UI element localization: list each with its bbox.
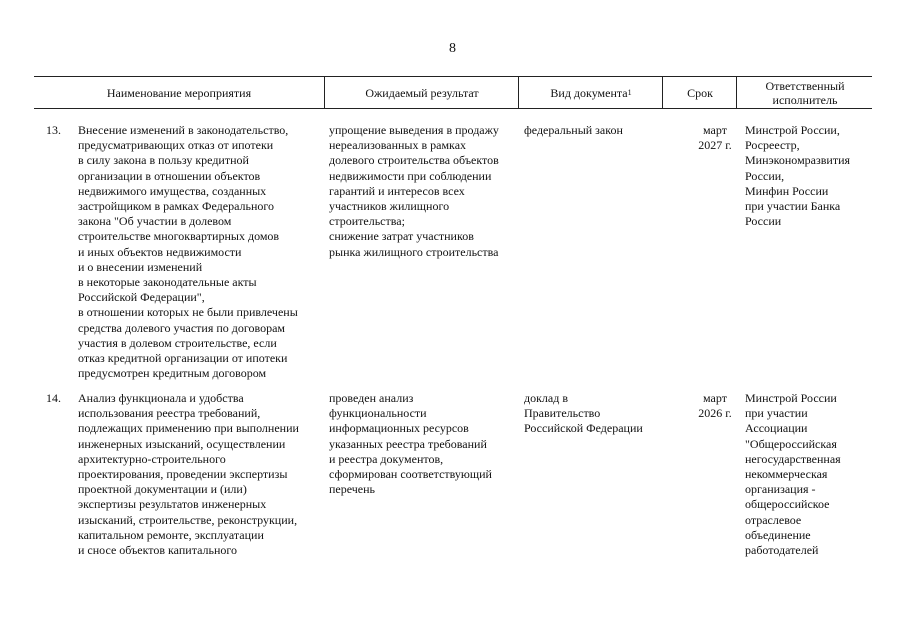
header-exec: Ответственный исполнитель [736, 77, 873, 108]
row-term: март 2026 г. [698, 391, 732, 421]
row-executor: Минстрой России при участии Ассоциации "Общероссийская негосударственная некоммерческая организация - общероссийское отраслевое объединение работодателей [745, 391, 841, 558]
row-result: проведен анализ функциональности информационных ресурсов указанных реестра требований и реестра документов, сформирован соответствующий перечень [329, 391, 492, 497]
header-term: Срок [662, 77, 737, 108]
header-name: Наименование мероприятия [106, 85, 252, 100]
row-number: 14. [46, 391, 61, 405]
row-executor: Минстрой России, Росреестр, Минэкономразвития России, Минфин России при участии Банка России [745, 123, 851, 229]
page-number: 8 [449, 41, 456, 56]
row-document: доклад в Правительство Российской Федерации [524, 391, 643, 436]
row-name: Внесение изменений в законодательство, предусматривающих отказ от ипотеки в силу закона в пользу кредитной организации в отношении объектов недвижимого имущества, созданных застройщиком в рамках Федерального закона "Об участии в долевом строительстве многоквартирных домов и иных объектов недвижимости и о внесении изменений в некоторые законодательные акты Российской Федерации", в отношении которых не были привлечены средства долевого участия по договорам участия в долевом строительстве, если отказ кредитной организации от ипотеки предусмотрен кредитным договором [78, 123, 298, 381]
header-doc-label: Вид документа [550, 85, 628, 100]
header-result: Ожидаемый результат [324, 77, 519, 108]
row-term: март 2027 г. [698, 123, 732, 153]
row-document: федеральный закон [524, 123, 623, 137]
header-doc: Вид документа 1 [518, 77, 663, 108]
row-name: Анализ функционала и удобства использования реестра требований, подлежащих применению при выполнении инженерных изысканий, осуществлении архитектурно-строительного проектирования, проведении экспертизы проектной документации и (или) экспертизы результатов инженерных изысканий, строительстве, реконструкции, капитальном ремонте, эксплуатации и сносе объектов капитального [78, 391, 299, 558]
row-number: 13. [46, 123, 61, 137]
table-header [34, 76, 872, 109]
row-result: упрощение выведения в продажу нереализованных в рамках долевого строительства объектов недвижимости при соблюдении гарантий и интересов всех участников жилищного строительства; снижение затрат участников рынка жилищного строительства [329, 123, 499, 259]
